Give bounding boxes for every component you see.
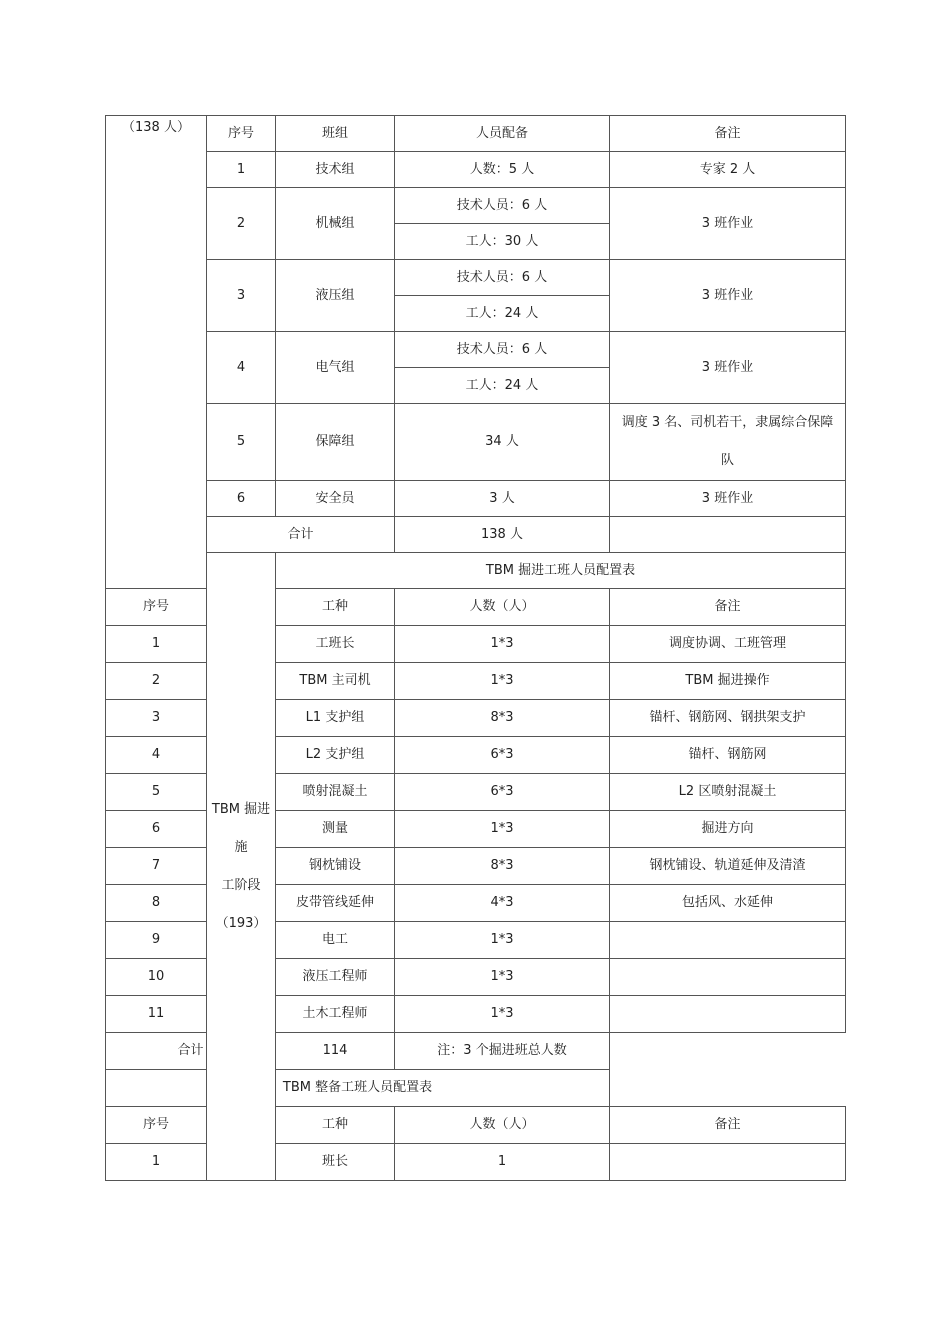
row-trade: 电工: [276, 922, 395, 959]
row-count: 8*3: [395, 848, 610, 885]
row-note: 掘进方向: [610, 811, 846, 848]
row-count: 1*3: [395, 922, 610, 959]
total-row: [106, 1033, 846, 1070]
row-staff: 技术人员：6 人: [395, 332, 610, 368]
row-count: 1*3: [395, 626, 610, 663]
row-trade: TBM 主司机: [276, 663, 395, 700]
table-row: [106, 481, 846, 517]
row-no: 4: [106, 737, 207, 774]
row-note: 包括风、水延伸: [610, 885, 846, 922]
row-count: 6*3: [395, 774, 610, 811]
row-note: 3 班作业: [610, 481, 846, 517]
header-group: 班组: [276, 116, 395, 152]
total-note: [610, 517, 846, 553]
row-trade: 喷射混凝土: [276, 774, 395, 811]
header-note: 备注: [610, 116, 846, 152]
row-count: 1*3: [395, 996, 610, 1033]
header-count: 人数（人）: [395, 1107, 610, 1144]
row-trade: L2 支护组: [276, 737, 395, 774]
row-no: 10: [106, 959, 207, 996]
side-label-line: 工阶段: [221, 877, 261, 893]
row-staff: 工人：24 人: [395, 368, 610, 404]
total-value: 138 人: [395, 517, 610, 553]
row-count: 8*3: [395, 700, 610, 737]
row-note: 3 班作业: [610, 188, 846, 260]
total-label: 合计: [207, 517, 395, 553]
row-count: 6*3: [395, 737, 610, 774]
section1-side-label: （138 人）: [106, 116, 207, 589]
row-group: 安全员: [276, 481, 395, 517]
row-no: 11: [106, 996, 207, 1033]
row-trade: 皮带管线延伸: [276, 885, 395, 922]
row-note: [610, 959, 846, 996]
row-group: 保障组: [276, 404, 395, 481]
row-no: 1: [106, 626, 207, 663]
row-staff: 34 人: [395, 404, 610, 481]
row-no: 3: [106, 700, 207, 737]
row-count: 1*3: [395, 959, 610, 996]
row-no: 6: [106, 811, 207, 848]
row-trade: 工班长: [276, 626, 395, 663]
row-trade: 钢枕铺设: [276, 848, 395, 885]
row-trade: 液压工程师: [276, 959, 395, 996]
row-staff: 技术人员：6 人: [395, 188, 610, 224]
row-no: 8: [106, 885, 207, 922]
row-note: 钢枕铺设、轨道延伸及清渣: [610, 848, 846, 885]
total-row: [106, 517, 846, 553]
table-row: [106, 332, 846, 368]
row-note: [610, 922, 846, 959]
row-no: 6: [207, 481, 276, 517]
row-note: 专家 2 人: [610, 152, 846, 188]
side-label-line: （193）: [215, 915, 267, 931]
total-value: 114: [276, 1033, 395, 1070]
row-no: 1: [207, 152, 276, 188]
staffing-table: [105, 115, 846, 1181]
row-no: 4: [207, 332, 276, 404]
side-label-line: TBM 掘进施: [211, 801, 271, 855]
header-no: 序号: [106, 1107, 207, 1144]
row-count: 1: [395, 1144, 610, 1181]
row-no: 9: [106, 922, 207, 959]
row-trade: 土木工程师: [276, 996, 395, 1033]
row-staff: 技术人员：6 人: [395, 260, 610, 296]
row-group: 液压组: [276, 260, 395, 332]
table2-title: TBM 整备工班人员配置表: [106, 1070, 610, 1107]
row-staff: 人数：5 人: [395, 152, 610, 188]
row-trade: 班长: [276, 1144, 395, 1181]
row-note: 3 班作业: [610, 332, 846, 404]
header-count: 人数（人）: [395, 589, 610, 626]
table-row: [106, 404, 846, 481]
row-note: 锚杆、钢筋网: [610, 737, 846, 774]
row-staff: 3 人: [395, 481, 610, 517]
row-note: 调度 3 名、司机若干，隶属综合保障队: [610, 404, 846, 481]
row-no: 5: [207, 404, 276, 481]
header-no: 序号: [106, 589, 207, 626]
header-note: 备注: [610, 1107, 846, 1144]
row-note: [610, 1144, 846, 1181]
row-no: 2: [106, 663, 207, 700]
row-no: 7: [106, 848, 207, 885]
row-no: 5: [106, 774, 207, 811]
row-count: 1*3: [395, 811, 610, 848]
total-note: 注：3 个掘进班总人数: [395, 1033, 610, 1070]
header-note: 备注: [610, 589, 846, 626]
header-staff: 人员配备: [395, 116, 610, 152]
row-note: 3 班作业: [610, 260, 846, 332]
row-group: 技术组: [276, 152, 395, 188]
row-count: 1*3: [395, 663, 610, 700]
header-trade: 工种: [276, 1107, 395, 1144]
header-no: 序号: [207, 116, 276, 152]
row-note: [610, 996, 846, 1033]
row-note: TBM 掘进操作: [610, 663, 846, 700]
row-no: 2: [207, 188, 276, 260]
row-staff: 工人：24 人: [395, 296, 610, 332]
table-row: [106, 260, 846, 296]
row-staff: 工人：30 人: [395, 224, 610, 260]
row-no: 3: [207, 260, 276, 332]
row-note: L2 区喷射混凝土: [610, 774, 846, 811]
row-count: 4*3: [395, 885, 610, 922]
table-row: [106, 188, 846, 224]
row-group: 电气组: [276, 332, 395, 404]
row-group: 机械组: [276, 188, 395, 260]
row-trade: 测量: [276, 811, 395, 848]
header-trade: 工种: [276, 589, 395, 626]
row-note: 锚杆、钢筋网、钢拱架支护: [610, 700, 846, 737]
row-note: 调度协调、工班管理: [610, 626, 846, 663]
row-no: 1: [106, 1144, 207, 1181]
row-trade: L1 支护组: [276, 700, 395, 737]
total-label: 合计: [106, 1033, 276, 1070]
table-row: [106, 152, 846, 188]
table1-title: TBM 掘进工班人员配置表: [276, 553, 846, 589]
